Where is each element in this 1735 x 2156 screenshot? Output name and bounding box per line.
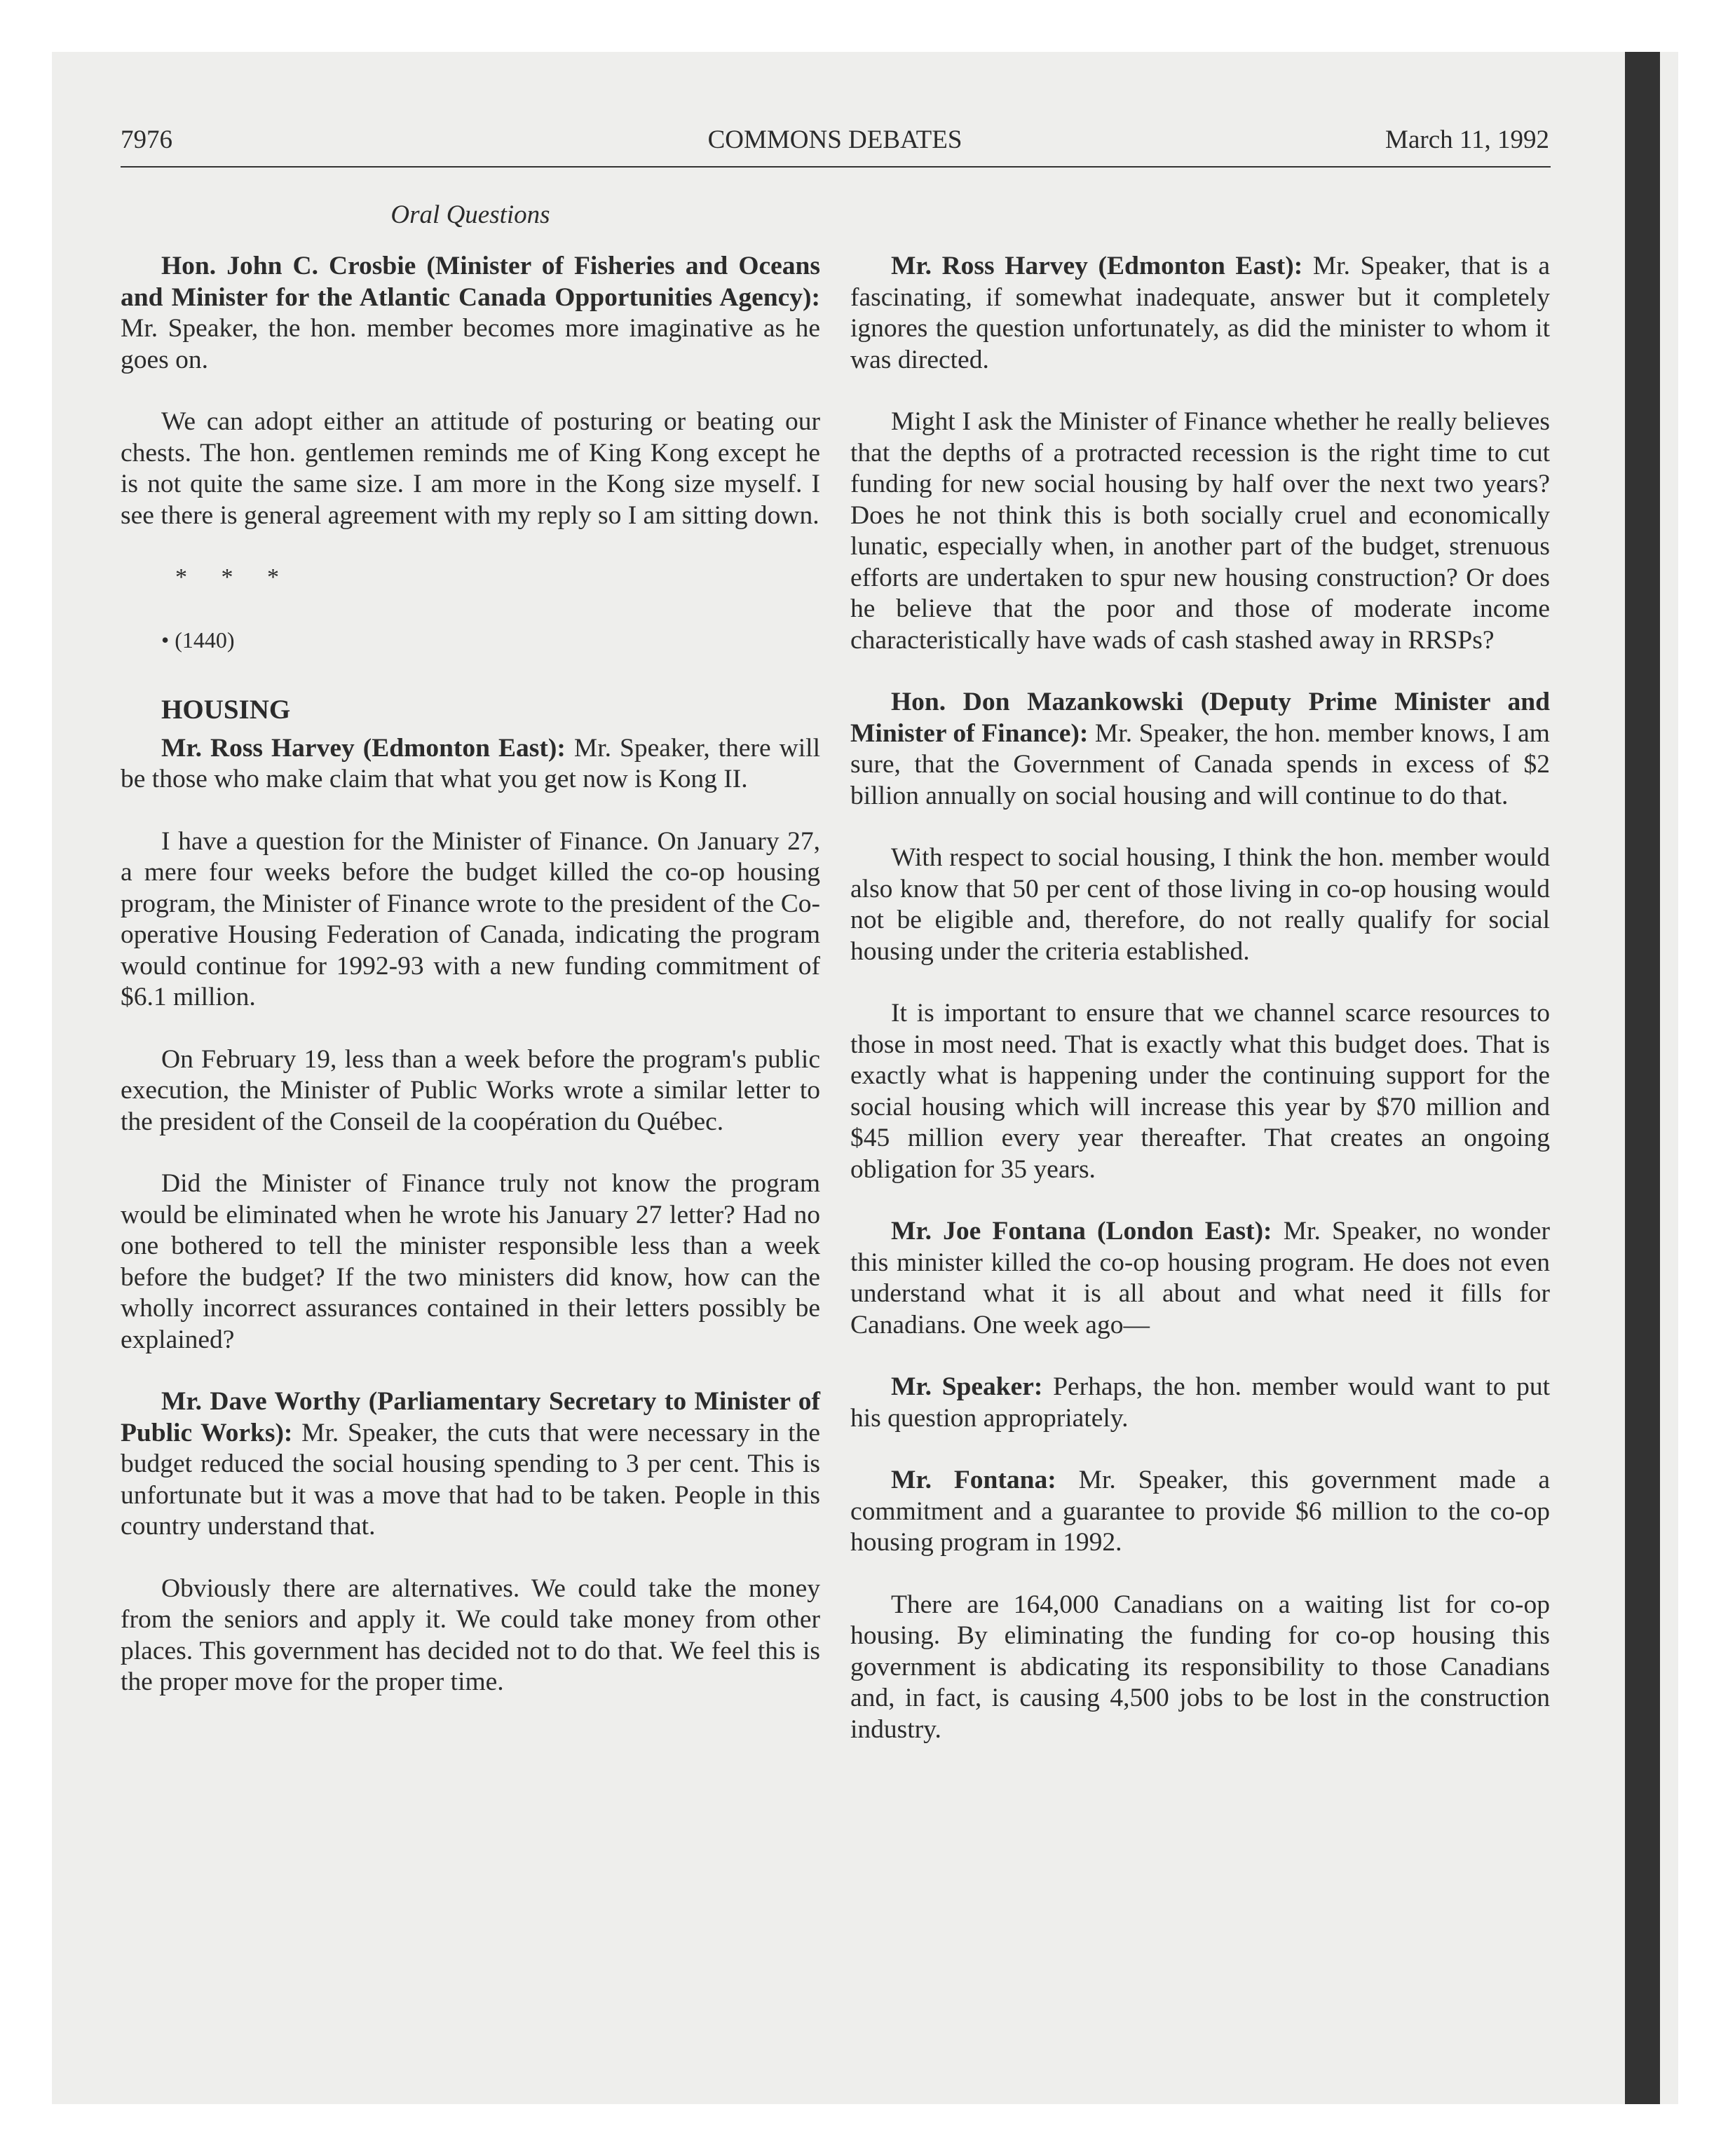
speech-text: Mr. Speaker, that is a fascinating, if somewhat inadequate, answer but it completely ignores the question unfortunately, as did the minister to whom it was directed. — [850, 252, 1550, 374]
speech-text: Mr. Speaker, this government made a commitment and a guarantee to provide $6 million to the co-op housing program in 1992. — [850, 1466, 1550, 1557]
paragraph — [850, 1465, 1550, 1559]
page-date: March 11, 1992 — [1385, 125, 1549, 154]
paragraph — [121, 251, 820, 376]
paragraph — [850, 687, 1550, 812]
speech-text: Perhaps, the hon. member would want to put his question appropriately. — [850, 1372, 1550, 1433]
paragraph — [850, 1216, 1550, 1341]
publication-title: COMMONS DEBATES — [707, 125, 962, 154]
left-column — [121, 251, 820, 1698]
page-number: 7976 — [121, 125, 172, 154]
paragraph: Obviously there are alternatives. We could take the money from the seniors and apply it. We could take money from other places. This government has decided not to do that. We feel this is the proper move for the proper time. — [121, 1574, 820, 1696]
section-subtitle: Oral Questions — [390, 200, 550, 229]
section-heading: HOUSING — [161, 695, 291, 725]
speaker-name: Mr. Joe Fontana (London East): — [891, 1217, 1272, 1246]
header-rule — [121, 166, 1551, 168]
speaker-name: Hon. Don Mazankowski (Deputy Prime Minister and Minister of Finance): — [850, 688, 1550, 748]
paragraph: Might I ask the Minister of Finance whether he really believes that the depths of a protracted recession is the right time to cut funding for new social housing by half over the next two years? Does he not think this is both socially cruel and economically lunatic, especially when, in another part of the budget, strenuous efforts are undertaken to spur new housing construction? Or does he believe that the poor and those of moderate income characteristically have wads of cash stashed away in RRSPs? — [850, 407, 1550, 655]
paragraph: With respect to social housing, I think the hon. member would also know that 50 per cent of those living in co-op housing would not be eligible and, therefore, do not really qualify for social housing under the criteria established. — [850, 843, 1550, 966]
paragraph: It is important to ensure that we channel scarce resources to those in most need. That is exactly what this budget does. That is exactly what is happening under the continuing support for the social housing which will increase this year by $70 million and $45 million every year thereafter. That creates an ongoing obligation for 35 years. — [850, 999, 1550, 1184]
speech-text: Mr. Speaker, the hon. member becomes more imaginative as he goes on. — [121, 314, 820, 374]
speaker-name: Hon. John C. Crosbie (Minister of Fisheries and Oceans and Minister for the Atlantic Canada Opportunities Agency): — [121, 252, 820, 312]
time-marker: • (1440) — [161, 627, 235, 653]
paragraph — [121, 733, 820, 796]
speaker-name: Mr. Speaker: — [891, 1372, 1043, 1401]
speech-text: Mr. Speaker, the cuts that were necessary in the budget reduced the social housing spending to 3 per cent. This is unfortunate but it was a move that had to be taken. People in this country understand that. — [121, 1418, 820, 1541]
paragraph — [850, 251, 1550, 376]
section-separator: * * * — [175, 564, 293, 590]
paragraph: I have a question for the Minister of Finance. On January 27, a mere four weeks before the budget killed the co-op housing program, the Minister of Finance wrote to the president of the Co-operative Housing Federation of Canada, indicating the program would continue for 1992-93 with a new funding commitment of $6.1 million. — [121, 826, 820, 1011]
page-header — [121, 125, 1549, 160]
paragraph: Did the Minister of Finance truly not know the program would be eliminated when he wrote his January 27 letter? Had no one bothered to tell the minister responsible less than a week before the budget? If the two ministers did know, how can the wholly incorrect assurances contained in their letters possibly be explained? — [121, 1169, 820, 1354]
paragraph — [850, 1372, 1550, 1434]
speaker-name: Mr. Ross Harvey (Edmonton East): — [161, 733, 566, 763]
paragraph — [121, 1386, 820, 1543]
paragraph: We can adopt either an attitude of posturing or beating our chests. The hon. gentlemen reminds me of King Kong except he is not quite the same size. I am more in the Kong size myself. I see there is general agreement with my reply so I am sitting down. — [121, 407, 820, 530]
speech-text: Mr. Speaker, the hon. member knows, I am sure, that the Government of Canada spends in excess of $2 billion annually on social housing and will continue to do that. — [850, 718, 1550, 810]
speaker-name: Mr. Ross Harvey (Edmonton East): — [891, 252, 1303, 280]
paragraph: There are 164,000 Canadians on a waiting list for co-op housing. By eliminating the funding for co-op housing this government is abdicating its responsibility to those Canadians and, in fact, is causing 4,500 jobs to be lost in the construction industry. — [850, 1590, 1550, 1744]
scan-edge-shadow — [1625, 52, 1660, 2104]
speech-text: Mr. Speaker, no wonder this minister killed the co-op housing program. He does not even understand what it is all about and what need it fills for Canadians. One week ago— — [850, 1217, 1550, 1339]
speech-text: Mr. Speaker, there will be those who make claim that what you get now is Kong II. — [121, 733, 820, 793]
paragraph: On February 19, less than a week before the program's public execution, the Minister of Public Works wrote a similar letter to the president of the Conseil de la coopération du Québec. — [121, 1044, 820, 1136]
speaker-name: Mr. Dave Worthy (Parliamentary Secretary to Minister of Public Works): — [121, 1387, 820, 1447]
speaker-name: Mr. Fontana: — [891, 1466, 1056, 1494]
right-column — [850, 251, 1550, 1745]
